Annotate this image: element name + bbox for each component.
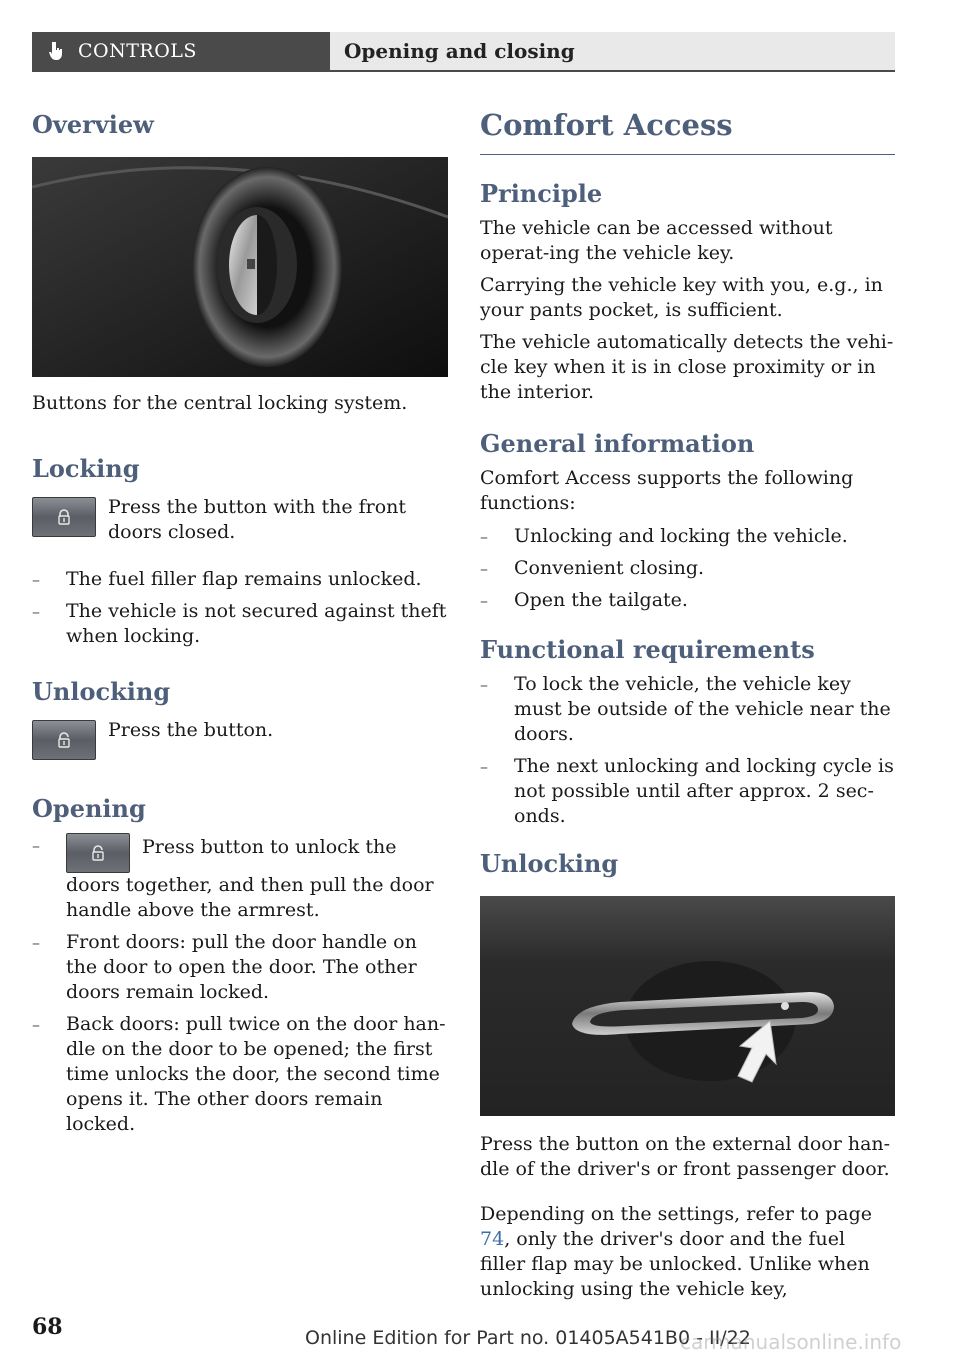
list-item: – The fuel filler flap remains unlocked.	[32, 567, 448, 592]
edition-note: Online Edition for Part no. 01405A541B0 - II/22	[305, 1327, 751, 1349]
page-header	[32, 32, 895, 70]
list-item: – Front doors: pull the door handle on the door to open the door. The other doors remain locked.	[32, 930, 448, 1005]
unlock-icon	[57, 732, 71, 748]
page-ref-link[interactable]: 74	[480, 1228, 505, 1250]
unlock-button-image	[32, 720, 96, 760]
list-item: – The vehicle is not secured against theft when locking.	[32, 599, 448, 649]
page-number: 68	[32, 1314, 63, 1340]
chapter-title: Opening and closing	[344, 39, 575, 63]
locking-heading: Locking	[32, 454, 140, 483]
principle-para: The vehicle can be accessed without operat-ing the vehicle key.	[480, 217, 833, 264]
para-text: , only the driver's door and the fuel filler flap may be unlocked. Unlike when unlocking using the vehicle key,	[480, 1228, 870, 1300]
opening-item-text: Press button to unlock the doors together, and then pull the door handle above the armrest.	[66, 836, 434, 921]
list-item: – The next unlocking and locking cycle is not possible until after approx. 2 sec-onds.	[480, 754, 895, 829]
list-item: – Convenient closing.	[480, 556, 895, 581]
unlocking-heading: Unlocking	[32, 677, 171, 706]
unlocking-instruction: Press the button.	[108, 719, 274, 741]
locking-instruction: Press the button with the front doors closed.	[108, 496, 407, 543]
unlocking-button-row	[32, 718, 448, 760]
general-info-list	[480, 524, 895, 613]
requirements-list	[480, 672, 895, 829]
overview-heading: Overview	[32, 110, 154, 139]
title-rule	[480, 154, 895, 155]
requirements-heading: Functional requirements	[480, 635, 815, 664]
door-lock-photo	[32, 157, 448, 377]
unlock-button-image	[66, 833, 130, 873]
photo-caption: Buttons for the central locking system.	[32, 392, 408, 414]
locking-list	[32, 567, 448, 649]
left-column	[32, 100, 448, 1144]
list-item: – Unlocking and locking the vehicle.	[480, 524, 895, 549]
door-handle-photo	[480, 896, 895, 1116]
principle-para: The vehicle automatically detects the vehi-cle key when it is in close proximity or in the interior.	[480, 331, 894, 403]
hand-pointer-icon	[48, 41, 64, 61]
section-title-comfort-access: Comfort Access	[480, 108, 733, 142]
lock-button-image	[32, 497, 96, 537]
para-text: Depending on the settings, refer to page	[480, 1203, 872, 1225]
locking-button-row	[32, 495, 448, 545]
right-column	[480, 100, 895, 1302]
list-item: – To lock the vehicle, the vehicle key must be outside of the vehicle near the doors.	[480, 672, 895, 747]
opening-heading: Opening	[32, 794, 146, 823]
unlocking-para	[480, 1202, 895, 1302]
section-tab[interactable]	[32, 32, 330, 70]
general-info-heading: General information	[480, 429, 755, 458]
list-item	[32, 833, 448, 923]
header-rule	[32, 70, 895, 72]
lock-icon	[57, 509, 71, 525]
section-title: CONTROLS	[78, 40, 197, 62]
chapter-tab	[330, 32, 895, 70]
list-item: – Back doors: pull twice on the door han-dle on the door to be opened; the first time unlocks the door, the second time opens it. The other doors remain locked.	[32, 1012, 448, 1137]
unlocking-para: Press the button on the external door han-dle of the driver's or front passenger door.	[480, 1133, 891, 1180]
principle-para: Carrying the vehicle key with you, e.g., in your pants pocket, is sufficient.	[480, 274, 883, 321]
list-item: – Open the tailgate.	[480, 588, 895, 613]
general-info-intro: Comfort Access supports the following functions:	[480, 467, 854, 514]
unlocking-heading-right: Unlocking	[480, 849, 619, 878]
opening-list	[32, 833, 448, 1137]
principle-heading: Principle	[480, 179, 603, 208]
unlock-icon	[91, 845, 105, 861]
watermark: carmanualsonline.info	[680, 1330, 902, 1354]
